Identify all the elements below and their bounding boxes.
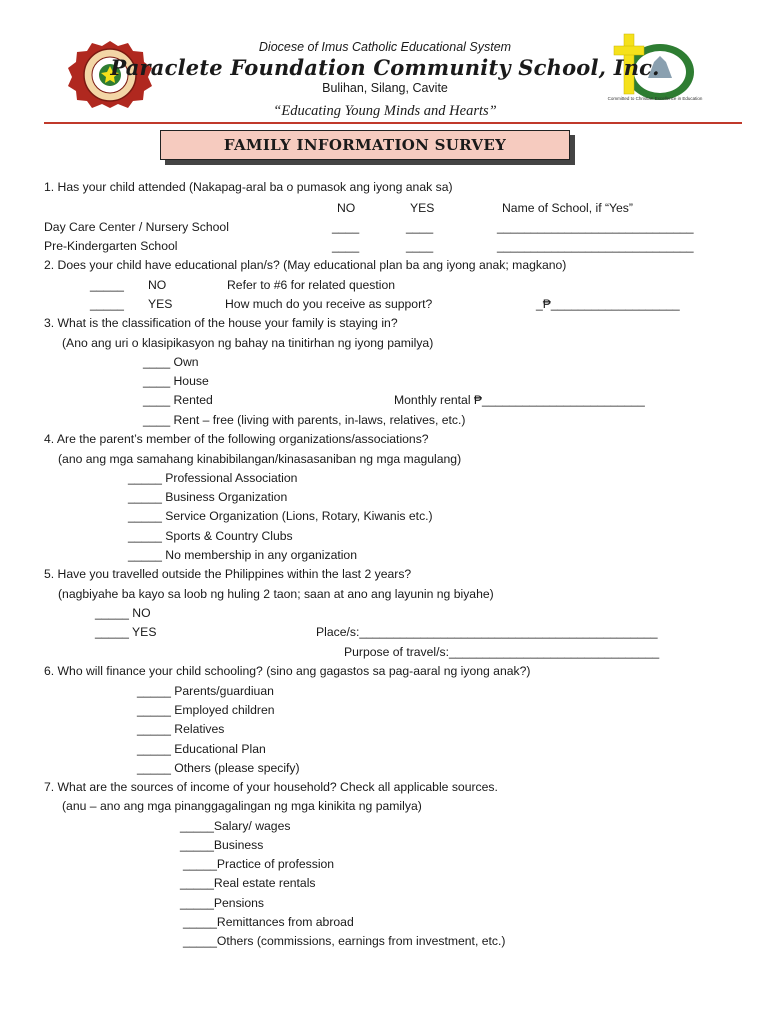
- q2-yes-blank[interactable]: _____: [90, 297, 124, 311]
- q5-purpose-field[interactable]: Purpose of travel/s:_______________________________: [344, 645, 660, 659]
- q2-question: 2. Does your child have educational plan/s? (May educational plan ba ang iyong anak; magkano): [44, 258, 567, 272]
- form-title: FAMILY INFORMATION SURVEY: [160, 130, 570, 160]
- q4-option-none[interactable]: _____ No membership in any organization: [128, 548, 357, 562]
- q3-option-own[interactable]: ____ Own: [143, 355, 199, 369]
- q1-row-daycare: Day Care Center / Nursery School: [44, 220, 229, 234]
- q1-col-school: Name of School, if “Yes”: [502, 201, 633, 215]
- q6-option-parents[interactable]: _____ Parents/guardiuan: [137, 684, 274, 698]
- q4-translation: (ano ang mga samahang kinabibilangan/kinasasaniban ng mga magulang): [58, 452, 462, 466]
- q1-prek-school-blank[interactable]: _____________________________: [497, 239, 694, 253]
- q7-option-remittances[interactable]: _____Remittances from abroad: [183, 915, 354, 929]
- q2-no-label: NO: [148, 278, 167, 292]
- q1-question: 1. Has your child attended (Nakapag-aral ba o pumasok ang iyong anak sa): [44, 180, 453, 194]
- q3-monthly-rental-field[interactable]: Monthly rental ₱________________________: [394, 393, 645, 407]
- q1-prek-yes-blank[interactable]: ____: [406, 239, 434, 253]
- q1-row-prek: Pre-Kindergarten School: [44, 239, 178, 253]
- q2-yes-note: How much do you receive as support?: [225, 297, 433, 311]
- q3-translation: (Ano ang uri o klasipikasyon ng bahay na tinitirhan ng iyong pamilya): [62, 336, 434, 350]
- q5-question: 5. Have you travelled outside the Philippines within the last 2 years?: [44, 567, 412, 581]
- q6-question: 6. Who will finance your child schooling? (sino ang gagastos sa pag-aaral ng iyong anak?): [44, 664, 531, 678]
- q3-option-rented[interactable]: ____ Rented: [143, 393, 213, 407]
- q1-daycare-yes-blank[interactable]: ____: [406, 220, 434, 234]
- q7-option-salary[interactable]: _____Salary/ wages: [180, 819, 291, 833]
- q5-place-field[interactable]: Place/s:____________________________________________: [316, 625, 658, 639]
- right-logo-caption: Committed to Christian Excellence in Education: [607, 96, 703, 101]
- q7-option-business[interactable]: _____Business: [180, 838, 264, 852]
- q3-option-rent-free[interactable]: ____ Rent – free (living with parents, in-laws, relatives, etc.): [143, 413, 466, 427]
- school-address: Bulihan, Silang, Cavite: [322, 81, 448, 95]
- q2-no-note: Refer to #6 for related question: [227, 278, 396, 292]
- q3-question: 3. What is the classification of the house your family is staying in?: [44, 316, 398, 330]
- q7-option-others[interactable]: _____Others (commissions, earnings from investment, etc.): [183, 934, 506, 948]
- q2-no-blank[interactable]: _____: [90, 278, 124, 292]
- q4-option-sports[interactable]: _____ Sports & Country Clubs: [128, 529, 293, 543]
- q5-translation: (nagbiyahe ba kayo sa loob ng huling 2 taon; saan at ano ang layunin ng biyahe): [58, 587, 494, 601]
- q3-option-house[interactable]: ____ House: [143, 374, 209, 388]
- diocese-line: Diocese of Imus Catholic Educational System: [258, 40, 512, 54]
- header-divider: [44, 122, 742, 124]
- q1-daycare-no-blank[interactable]: ____: [332, 220, 360, 234]
- q6-option-relatives[interactable]: _____ Relatives: [137, 722, 225, 736]
- q5-option-no[interactable]: _____ NO: [95, 606, 151, 620]
- q1-daycare-school-blank[interactable]: _____________________________: [497, 220, 694, 234]
- q4-option-service[interactable]: _____ Service Organization (Lions, Rotary, Kiwanis etc.): [128, 509, 433, 523]
- q4-option-professional[interactable]: _____ Professional Association: [128, 471, 298, 485]
- q7-option-pensions[interactable]: _____Pensions: [180, 896, 265, 910]
- q1-prek-no-blank[interactable]: ____: [332, 239, 360, 253]
- q2-yes-label: YES: [148, 297, 173, 311]
- q5-option-yes[interactable]: _____ YES: [95, 625, 157, 639]
- q1-col-no: NO: [337, 201, 356, 215]
- q4-question: 4. Are the parent’s member of the following organizations/associations?: [44, 432, 429, 446]
- q6-option-educational-plan[interactable]: _____ Educational Plan: [137, 742, 266, 756]
- q6-option-employed-children[interactable]: _____ Employed children: [137, 703, 275, 717]
- q1-col-yes: YES: [410, 201, 435, 215]
- school-motto: “Educating Young Minds and Hearts”: [273, 103, 497, 119]
- q4-option-business[interactable]: _____ Business Organization: [128, 490, 288, 504]
- school-name: Paraclete Foundation Community School, Inc.: [110, 55, 660, 80]
- q6-option-others[interactable]: _____ Others (please specify): [137, 761, 300, 775]
- q2-amount-field[interactable]: _₱___________________: [536, 297, 680, 311]
- q7-option-real-estate[interactable]: _____Real estate rentals: [180, 876, 316, 890]
- q7-translation: (anu – ano ang mga pinanggagalingan ng mga kinikita ng pamilya): [62, 799, 422, 813]
- q7-question: 7. What are the sources of income of your household? Check all applicable sources.: [44, 780, 498, 794]
- q7-option-profession[interactable]: _____Practice of profession: [183, 857, 335, 871]
